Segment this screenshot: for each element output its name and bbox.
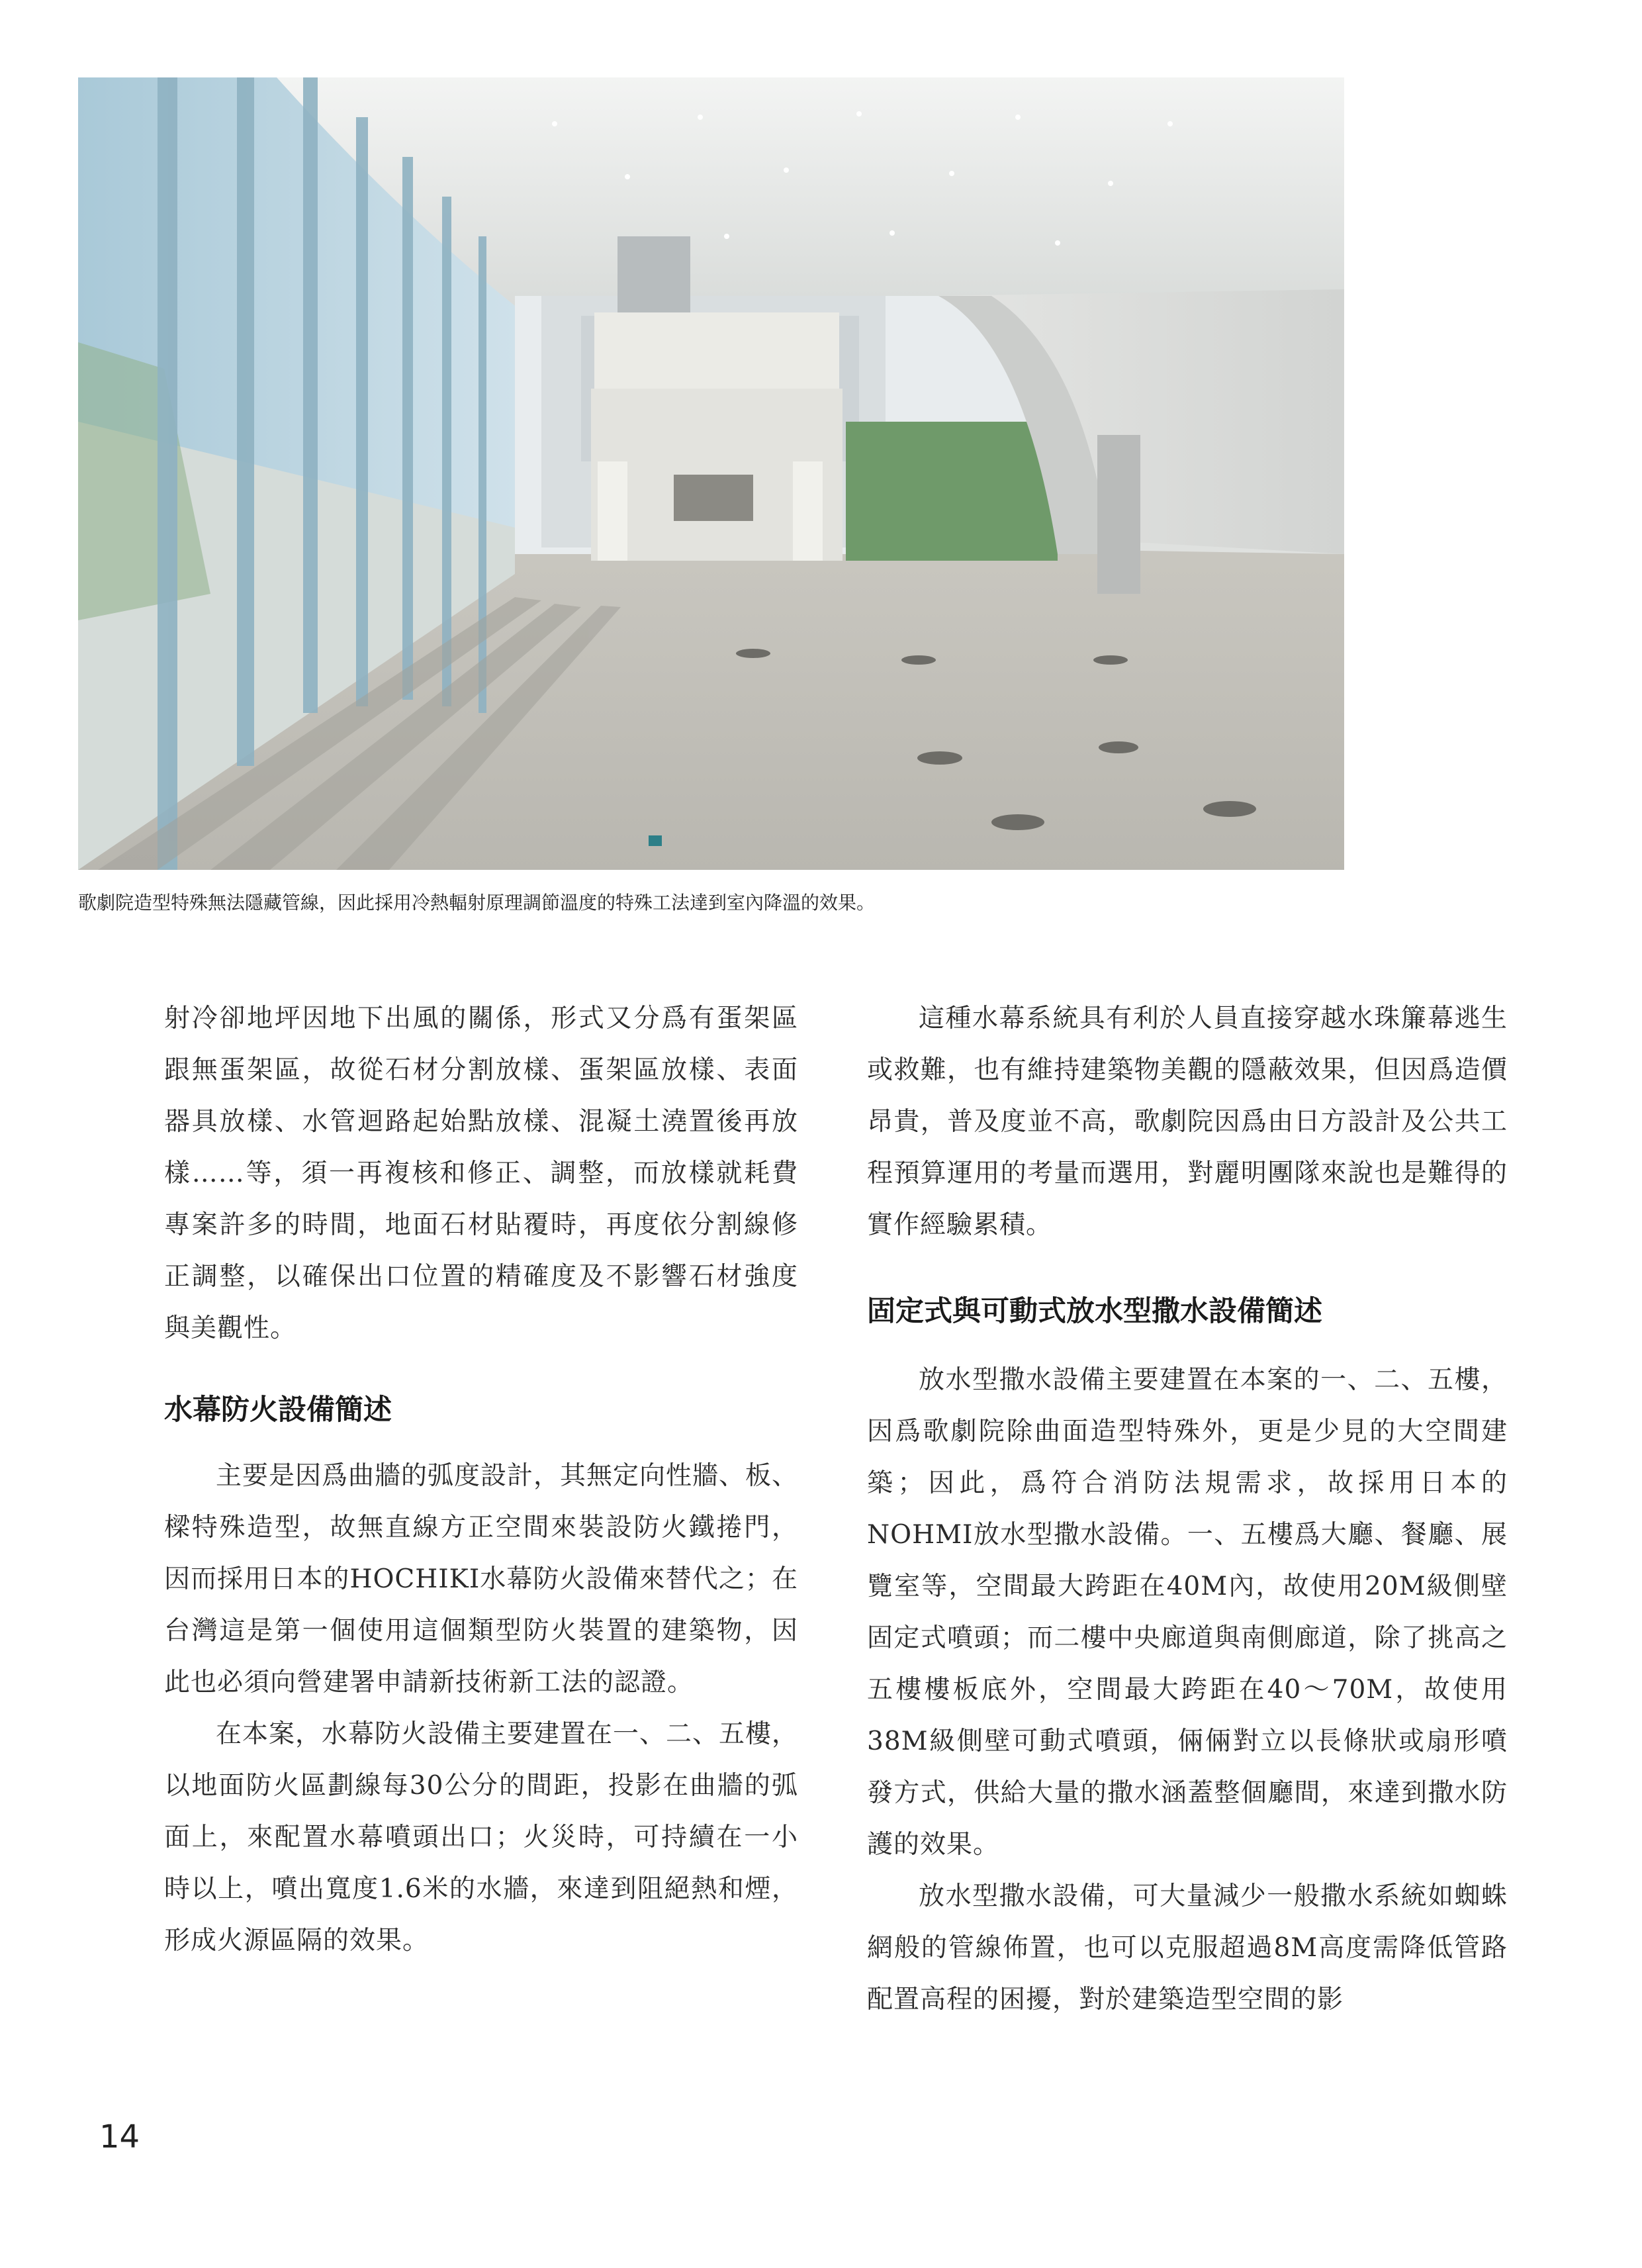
page-number: 14 bbox=[99, 2118, 140, 2155]
right-column bbox=[867, 993, 1508, 2026]
left-column bbox=[164, 993, 798, 1967]
photo-caption: 歌劇院造型特殊無法隱藏管線，因此採用冷熱輻射原理調節溫度的特殊工法達到室內降溫的效果。 bbox=[78, 892, 876, 914]
right-paragraph-1: 這種水幕系統具有利於人員直接穿越水珠簾幕逃生或救難，也有維持建築物美觀的隱蔽效果，但因爲造價昂貴，普及度並不高，歌劇院因爲由日方設計及公共工程預算運用的考量而選用，對麗明團隊來說也是難得的實作經驗累積。 bbox=[867, 1004, 1508, 1240]
lobby-photo-illustration bbox=[78, 77, 1344, 870]
left-paragraph-3: 在本案，水幕防火設備主要建置在一、二、五樓，以地面防火區劃線每30公分的間距，投影在曲牆的弧面上，來配置水幕噴頭出口；火災時，可持續在一小時以上，噴出寬度1.6米的水牆，來達到阻絕熱和煙，形成火源區隔的效果。 bbox=[164, 1719, 799, 1956]
right-paragraph-3: 放水型撒水設備，可大量減少一般撒水系統如蜘蛛網般的管線佈置，也可以克服超過8M高度需降低管路配置高程的困擾，對於建築造型空間的影 bbox=[867, 1881, 1508, 2014]
section-heading-sprinkler: 固定式與可動式放水型撒水設備簡述 bbox=[867, 1295, 1322, 1328]
lobby-photo bbox=[78, 77, 1344, 870]
section-heading-water-curtain: 水幕防火設備簡述 bbox=[164, 1394, 392, 1427]
left-paragraph-2: 主要是因爲曲牆的弧度設計，其無定向性牆、板、樑特殊造型，故無直線方正空間來裝設防火鐵捲門，因而採用日本的HOCHIKI水幕防火設備來替代之；在台灣這是第一個使用這個類型防火裝置的建築物，因此也必須向營建署申請新技術新工法的認證。 bbox=[164, 1461, 799, 1697]
left-paragraph-1: 射冷卻地坪因地下出風的關係，形式又分爲有蛋架區跟無蛋架區，故從石材分割放樣、蛋架區放樣、表面器具放樣、水管迴路起始點放樣、混凝土澆置後再放樣……等，須一再複核和修正、調整，而放樣就耗費專案許多的時間，地面石材貼覆時，再度依分割線修正調整，以確保出口位置的精確度及不影響石材強度與美觀性。 bbox=[164, 1004, 798, 1343]
right-paragraph-2: 放水型撒水設備主要建置在本案的一、二、五樓，因爲歌劇院除曲面造型特殊外，更是少見的大空間建築；因此，爲符合消防法規需求，故採用日本的NOHMI放水型撒水設備。一、五樓爲大廳、餐廳、展覽室等，空間最大跨距在40M內，故使用20M級側壁固定式噴頭；而二樓中央廊道與南側廊道，除了挑高之五樓樓板底外，空間最大跨距在40～70M，故使用38M級側壁可動式噴頭，倆倆對立以長條狀或扇形噴發方式，供給大量的撒水涵蓋整個廳間，來達到撒水防護的效果。 bbox=[867, 1365, 1508, 1860]
